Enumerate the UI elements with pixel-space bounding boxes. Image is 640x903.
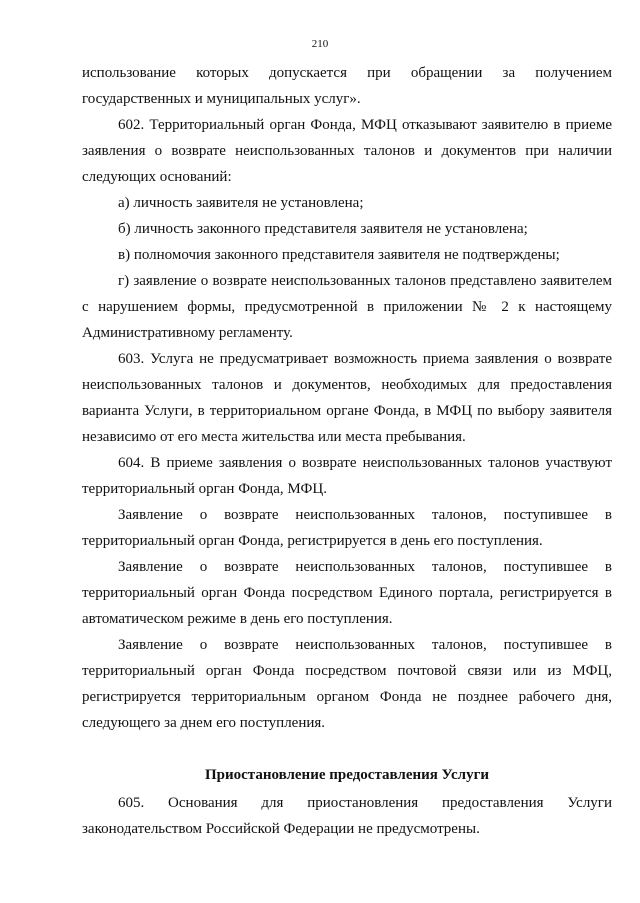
document-body bbox=[82, 60, 612, 842]
paragraph-603: 603. Услуга не предусматривает возможность приема заявления о возврате неиспользованных талонов и документов, необходимых для предоставления варианта Услуги, в территориальном органе Фонда, в МФЦ по выбору заявителя независимо от его места жительства или места пребывания. bbox=[82, 351, 612, 445]
list-item-a: а) личность заявителя не установлена; bbox=[118, 195, 364, 211]
paragraph-registration-office: Заявление о возврате неиспользованных талонов, поступившее в территориальный орган Фонда, регистрируется в день его поступления. bbox=[82, 507, 612, 549]
paragraph-continuation: использование которых допускается при обращении за получением государственных и муниципальных услуг». bbox=[82, 65, 612, 107]
list-item-b: б) личность законного представителя заявителя не установлена; bbox=[118, 221, 528, 237]
paragraph-registration-mail: Заявление о возврате неиспользованных талонов, поступившее в территориальный орган Фонда посредством почтовой связи или из МФЦ, регистрируется территориальным органом Фонда не позднее рабочего дня, следующего за днем его поступления. bbox=[82, 637, 612, 731]
paragraph-605: 605. Основания для приостановления предоставления Услуги законодательством Российской Федерации не предусмотрены. bbox=[82, 795, 612, 837]
list-item-g: г) заявление о возврате неиспользованных талонов представлено заявителем с нарушением формы, предусмотренной в приложении № 2 к настоящему Административному регламенту. bbox=[82, 273, 612, 341]
paragraph-registration-portal: Заявление о возврате неиспользованных талонов, поступившее в территориальный орган Фонда посредством Единого портала, регистрируется в автоматическом режиме в день его поступления. bbox=[82, 559, 612, 627]
section-heading: Приостановление предоставления Услуги bbox=[204, 767, 490, 783]
list-item-v: в) полномочия законного представителя заявителя не подтверждены; bbox=[118, 247, 560, 263]
paragraph-602: 602. Территориальный орган Фонда, МФЦ отказывают заявителю в приеме заявления о возврате неиспользованных талонов и документов при наличии следующих оснований: bbox=[82, 117, 612, 185]
paragraph-604: 604. В приеме заявления о возврате неиспользованных талонов участвуют территориальный орган Фонда, МФЦ. bbox=[82, 455, 612, 497]
page-number: 210 bbox=[311, 38, 329, 50]
